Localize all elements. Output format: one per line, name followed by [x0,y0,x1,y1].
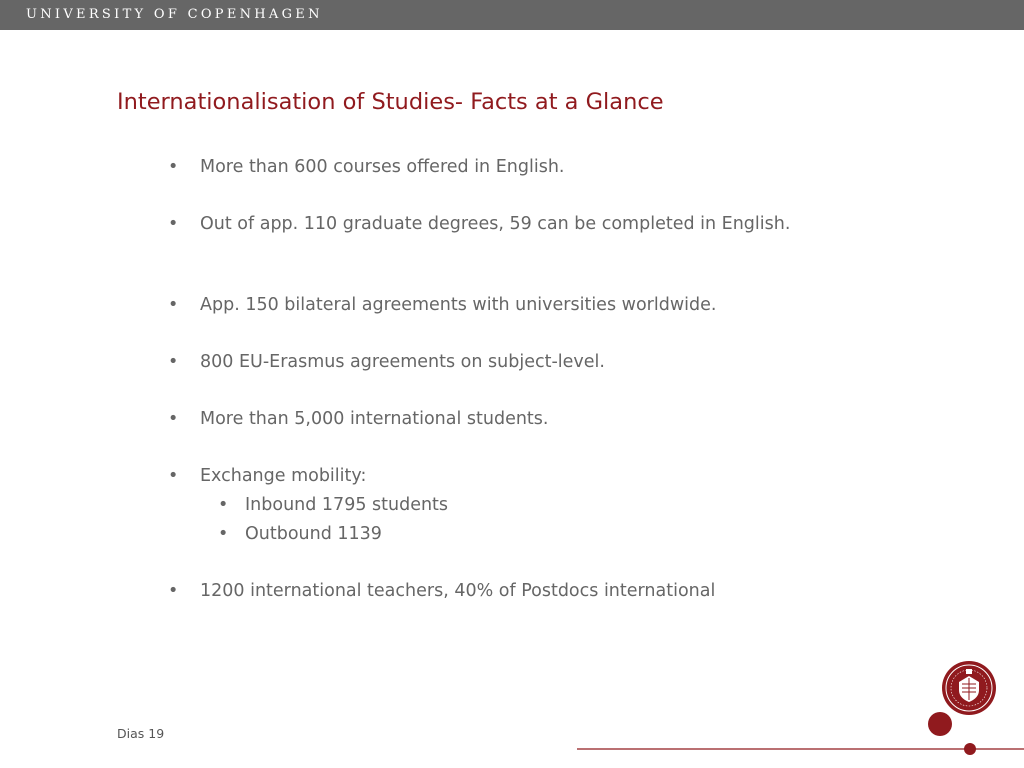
bullet-text: Exchange mobility: [200,466,367,486]
sub-bullet-marker: • [218,495,229,515]
bullet-text: More than 5,000 international students. [200,409,549,429]
bullet-marker: • [168,409,179,429]
university-name: UNIVERSITY OF COPENHAGEN [26,7,323,22]
sub-bullet-text: Inbound 1795 students [245,495,449,515]
slide-number-label: Dias 19 [117,726,165,741]
university-seal-icon [941,660,997,716]
sub-bullet-marker: • [218,524,229,544]
slide-title: Internationalisation of Studies- Facts at a Glance [117,89,664,115]
bullet-text: 800 EU-Erasmus agreements on subject-level. [200,352,605,372]
bullet-marker: • [168,466,179,486]
bullet-text: 1200 international teachers, 40% of Postdocs international [200,581,716,601]
bullet-text: App. 150 bilateral agreements with universities worldwide. [200,295,717,315]
footer-dot-small [964,743,976,755]
bullet-text: Out of app. 110 graduate degrees, 59 can be completed in English. [200,214,791,234]
bullet-text: More than 600 courses offered in English. [200,157,565,177]
bullet-marker: • [168,157,179,177]
bullet-marker: • [168,581,179,601]
bullet-marker: • [168,352,179,372]
bullet-marker: • [168,214,179,234]
bullet-marker: • [168,295,179,315]
sub-bullet-text: Outbound 1139 [245,524,382,544]
